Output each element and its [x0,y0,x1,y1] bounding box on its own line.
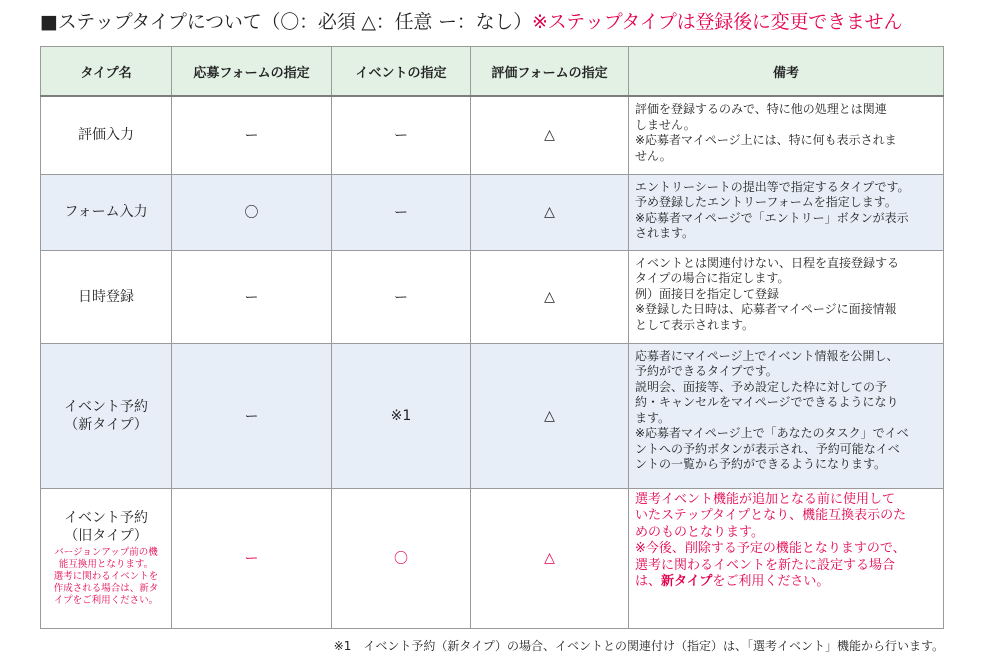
application-form-cell: ー [172,488,332,628]
remarks-cell [629,343,944,488]
remarks-line: 応募者にマイページ上でイベント情報を公開し、 [635,348,899,363]
remarks-line: めのものとなります。 [635,524,764,540]
evaluation-form-cell: △ [471,250,629,343]
application-form-cell: ー [172,343,332,488]
evaluation-form-cell: △ [471,343,629,488]
type-name-cell [41,343,172,488]
remarks-line: しません。 [635,117,696,132]
remarks-line-final [635,574,937,591]
type-deprecation-note [41,547,171,607]
remarks-line: いたステップタイプとなり、機能互換表示のた [635,508,907,523]
event-cell: ー [332,174,471,250]
evaluation-form-cell: △ [471,488,629,628]
remarks-line: ※登録した日時は、応募者マイページに面接情報 [635,302,897,316]
page-title [40,9,970,35]
type-name: イベント予約 [64,510,148,526]
type-name-cell [41,250,172,343]
type-name: フォーム入力 [64,204,148,220]
remarks-line: 例）面接日を指定して登録 [635,286,780,301]
remarks-line: として表示されます。 [635,317,755,332]
application-form-cell: ー [172,250,332,343]
remarks-line: 約・キャンセルをマイページでできるようになり [635,395,899,409]
event-cell: ー [332,250,471,343]
table-row [41,174,944,250]
deprecation-note-line: 能互換用となります。 [58,559,154,570]
table-header-row [41,47,944,97]
remarks-line: 評価を登録するのみで、特に他の処理とは関連 [635,102,887,116]
remarks-line: ントへの予約ボタンが表示され、予約可能なイベ [635,441,900,456]
header-remarks: 備考 [629,47,944,97]
footnote: ※1 イベント予約（新タイプ）の場合、イベントとの関連付け（指定）は、「選考イベント」機能から行います。 [333,639,944,653]
type-name: 評価入力 [78,127,134,144]
application-form-cell: 〇 [172,174,332,250]
title-main: ■ステップタイプについて（〇：必須 △：任意 ー：なし） [40,11,533,33]
event-cell: ※1 [332,343,471,488]
type-name: 日時登録 [78,288,134,305]
header-event: イベントの指定 [332,47,471,97]
table-row [41,488,944,628]
remarks-line: タイプの場合に指定します。 [635,271,790,285]
remarks-cell [629,96,944,174]
deprecation-note-line: 選考に関わるイベントを [53,571,159,582]
remarks-cell [629,488,944,628]
type-name: イベント予約 [64,398,148,415]
remarks-line: ※今後、削除する予定の機能となりますので、 [635,541,906,556]
deprecation-note-line: バージョンアップ前の機 [54,547,158,558]
remarks-text: は、 [635,574,662,589]
step-type-table [40,46,944,629]
evaluation-form-cell: △ [471,174,629,250]
evaluation-form-cell: △ [471,96,629,174]
remarks-line: 予め登録したエントリーフォームを指定します。 [635,195,897,209]
remarks-line: されます。 [635,226,695,240]
remarks-line: エントリーシートの提出等で指定するタイプです。 [635,179,910,194]
type-name-cell [41,488,172,628]
table-row [41,96,944,174]
remarks-line: 選考に関わるイベントを新たに設定する場合 [635,557,896,573]
title-warning: ※ステップタイプは登録後に変更できません [532,11,903,33]
remarks-text: をご利用ください。 [712,574,830,589]
remarks-line: ントの一覧から予約ができるようになります。 [635,457,887,471]
type-name-subtitle: （旧タイプ） [64,528,148,544]
table-row [41,250,944,343]
remarks-cell [629,174,944,250]
type-name-cell [41,174,172,250]
event-cell: 〇 [332,488,471,628]
type-name-subtitle: （新タイプ） [64,416,148,433]
application-form-cell: ー [172,96,332,174]
remarks-line: ※応募者マイページ上で「あなたのタスク」でイベ [635,426,909,440]
remarks-line: イベントとは関連付けない、日程を直接登録する [635,255,900,270]
remarks-line: ※応募者マイページ上には、特に何も表示されま [635,133,897,147]
remarks-line: ※応募者マイページで「エントリー」ボタンが表示 [635,210,909,225]
event-cell: ー [332,96,471,174]
table-row [41,343,944,488]
type-name-cell [41,96,172,174]
new-type-emphasis: 新タイプ [661,574,713,589]
deprecation-note-line: 作成される場合は、新タ [53,583,159,594]
header-evaluation-form: 評価フォームの指定 [471,47,629,97]
remarks-line: 予約ができるタイプです。 [635,364,778,378]
remarks-line: 説明会、面接等、予め設定した枠に対しての予 [635,379,888,394]
deprecation-note-line: イプをご利用ください。 [53,595,159,606]
header-application-form: 応募フォームの指定 [172,47,332,97]
remarks-line: ます。 [635,410,671,425]
remarks-line: 選考イベント機能が追加となる前に使用して [635,491,896,507]
header-type-name: タイプ名 [41,47,172,97]
remarks-cell [629,250,944,343]
remarks-line: せん。 [635,148,672,163]
